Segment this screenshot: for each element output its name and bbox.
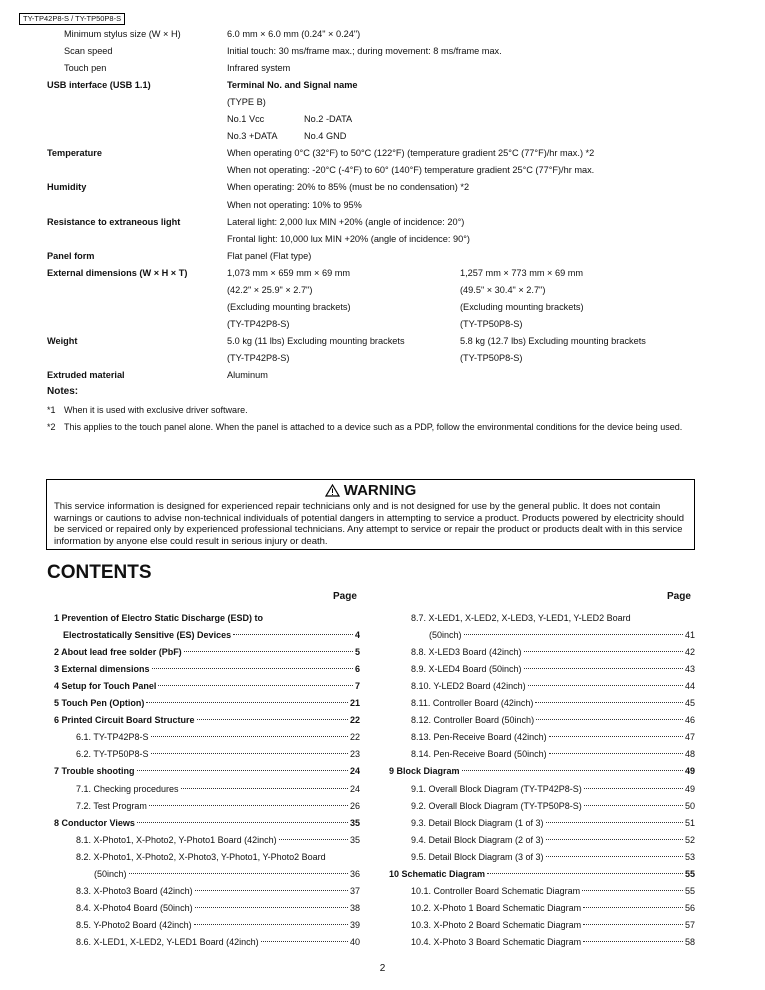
toc-entry-page: 23 <box>349 749 360 759</box>
page-column-header-right: Page <box>667 591 691 602</box>
toc-entry-title: 6.2. TY-TP50P8-S <box>76 749 149 759</box>
toc-dot-leader <box>462 770 683 771</box>
toc-entry-page: 38 <box>349 903 360 913</box>
toc-entry <box>411 936 695 948</box>
toc-entry <box>411 800 695 812</box>
spec-value: Frontal light: 10,000 lux MIN +20% (angle of incidence: 90°) <box>227 234 470 244</box>
toc-entry-title: 8.6. X-LED1, X-LED2, Y-LED1 Board (42inch) <box>76 937 259 947</box>
toc-dot-leader <box>535 702 683 703</box>
toc-entry-page: 7 <box>354 681 360 691</box>
toc-entry-title: 8.1. X-Photo1, X-Photo2, Y-Photo1 Board (42inch) <box>76 835 277 845</box>
toc-dot-leader <box>195 890 348 891</box>
toc-entry-page: 53 <box>684 852 695 862</box>
spec-label: Scan speed <box>64 46 113 56</box>
toc-entry-page: 55 <box>684 869 695 879</box>
toc-dot-leader <box>233 634 353 635</box>
toc-entry-page: 51 <box>684 818 695 828</box>
toc-entry-title: (50inch) <box>429 630 462 640</box>
spec-label: Resistance to extraneous light <box>47 217 181 227</box>
spec-value: Aluminum <box>227 370 268 380</box>
toc-dot-leader <box>546 839 683 840</box>
toc-entry <box>54 817 360 829</box>
toc-dot-leader <box>152 668 353 669</box>
spec-value: Initial touch: 30 ms/frame max.; during movement: 8 ms/frame max. <box>227 46 502 56</box>
toc-entry <box>389 868 695 880</box>
toc-dot-leader <box>524 668 683 669</box>
toc-entry-page: 40 <box>349 937 360 947</box>
toc-entry-title: 10.1. Controller Board Schematic Diagram <box>411 886 581 896</box>
toc-entry <box>411 902 695 914</box>
warning-box <box>46 479 695 550</box>
spec-label: USB interface (USB 1.1) <box>47 80 151 90</box>
toc-entry-page: 39 <box>349 920 360 930</box>
toc-entry <box>411 748 695 760</box>
spec-value: 5.0 kg (11 lbs) Excluding mounting brackets <box>227 336 405 346</box>
model-tag: TY-TP42P8-S / TY-TP50P8-S <box>19 13 125 25</box>
toc-entry-title: 6.1. TY-TP42P8-S <box>76 732 149 742</box>
toc-entry-title: 10.2. X-Photo 1 Board Schematic Diagram <box>411 903 582 913</box>
toc-entry-page: 24 <box>349 784 360 794</box>
toc-dot-leader <box>137 770 348 771</box>
toc-entry-title: 8.10. Y-LED2 Board (42inch) <box>411 681 526 691</box>
spec-value: 1,073 mm × 659 mm × 69 mm <box>227 268 351 278</box>
spec-value: When operating 0°C (32°F) to 50°C (122°F) (temperature gradient 25°C (77°F)/hr max.) *2 <box>227 148 595 158</box>
toc-entry <box>76 783 360 795</box>
toc-entry-title: Electrostatically Sensitive (ES) Devices <box>63 630 232 640</box>
toc-entry <box>411 731 695 743</box>
spec-label: Humidity <box>47 182 87 192</box>
note-marker: *2 <box>47 422 56 432</box>
spec-value-alt: 5.8 kg (12.7 lbs) Excluding mounting brackets <box>460 336 646 346</box>
toc-entry-page: 49 <box>684 766 695 776</box>
toc-entry-title: 9.2. Overall Block Diagram (TY-TP50P8-S) <box>411 801 582 811</box>
toc-entry-title: 9.4. Detail Block Diagram (2 of 3) <box>411 835 544 845</box>
toc-entry-title: 7.2. Test Program <box>76 801 147 811</box>
toc-entry-page: 5 <box>354 647 360 657</box>
toc-dot-leader <box>464 634 683 635</box>
spec-value: (42.2" × 25.9" × 2.7") <box>227 285 313 295</box>
toc-entry-title: 8.13. Pen-Receive Board (42inch) <box>411 732 547 742</box>
toc-entry <box>76 885 360 897</box>
spec-value: (Excluding mounting brackets) <box>227 302 351 312</box>
spec-label: Panel form <box>47 251 95 261</box>
toc-entry-page: 58 <box>684 937 695 947</box>
toc-dot-leader <box>546 822 683 823</box>
toc-dot-leader <box>583 924 683 925</box>
toc-entry <box>411 646 695 658</box>
toc-dot-leader <box>546 856 683 857</box>
toc-entry <box>76 800 360 812</box>
toc-entry <box>76 851 360 863</box>
toc-entry-page: 49 <box>684 784 695 794</box>
toc-dot-leader <box>146 702 348 703</box>
toc-entry-title: 10.4. X-Photo 3 Board Schematic Diagram <box>411 937 582 947</box>
toc-entry-page: 26 <box>349 801 360 811</box>
toc-entry-page: 48 <box>684 749 695 759</box>
note-text: This applies to the touch panel alone. When the panel is attached to a device such as a PDP, follow the environmental conditions for the device being used. <box>64 422 683 432</box>
toc-entry <box>411 834 695 846</box>
toc-dot-leader <box>194 924 348 925</box>
toc-entry-page: 35 <box>349 818 360 828</box>
toc-entry <box>411 885 695 897</box>
toc-entry-title: 1 Prevention of Electro Static Discharge (ESD) to <box>54 613 264 623</box>
toc-entry <box>411 851 695 863</box>
spec-value-alt: (TY-TP50P8-S) <box>460 319 523 329</box>
toc-entry-title: 8.4. X-Photo4 Board (50inch) <box>76 903 193 913</box>
toc-dot-leader <box>528 685 683 686</box>
toc-entry-page: 41 <box>684 630 695 640</box>
toc-entry-title: 9 Block Diagram <box>389 766 460 776</box>
toc-dot-leader <box>487 873 683 874</box>
toc-entry-title: 5 Touch Pen (Option) <box>54 698 145 708</box>
toc-dot-leader <box>129 873 348 874</box>
toc-dot-leader <box>583 941 683 942</box>
toc-dot-leader <box>549 736 683 737</box>
toc-entry-page: 46 <box>684 715 695 725</box>
toc-entry <box>54 663 360 675</box>
toc-entry-title: 9.1. Overall Block Diagram (TY-TP42P8-S) <box>411 784 582 794</box>
toc-entry <box>411 783 695 795</box>
toc-dot-leader <box>184 651 353 652</box>
toc-entry-page: 42 <box>684 647 695 657</box>
spec-value: When operating: 20% to 85% (must be no condensation) *2 <box>227 182 470 192</box>
toc-entry-page: 52 <box>684 835 695 845</box>
spec-value: (TY-TP42P8-S) <box>227 319 290 329</box>
toc-dot-leader <box>158 685 353 686</box>
toc-entry <box>76 902 360 914</box>
toc-entry-title: 10 Schematic Diagram <box>389 869 486 879</box>
toc-entry-title: 3 External dimensions <box>54 664 150 674</box>
toc-dot-leader <box>151 753 348 754</box>
toc-dot-leader <box>149 805 348 806</box>
spec-value-alt: (49.5" × 30.4" × 2.7") <box>460 285 546 295</box>
toc-entry-page: 57 <box>684 920 695 930</box>
spec-value: (TYPE B) <box>227 97 266 107</box>
toc-dot-leader <box>549 753 683 754</box>
toc-entry-page: 56 <box>684 903 695 913</box>
warning-title: WARNING <box>343 482 417 499</box>
toc-entry <box>76 936 360 948</box>
toc-entry-title: 8 Conductor Views <box>54 818 135 828</box>
spec-value: Lateral light: 2,000 lux MIN +20% (angle of incidence: 20°) <box>227 217 465 227</box>
toc-entry-page: 24 <box>349 766 360 776</box>
toc-entry <box>411 817 695 829</box>
notes-title: Notes: <box>47 386 79 397</box>
spec-value: (TY-TP42P8-S) <box>227 353 290 363</box>
toc-entry-page: 21 <box>349 698 360 708</box>
toc-entry <box>76 834 360 846</box>
toc-dot-leader <box>195 907 348 908</box>
toc-entry-page: 22 <box>349 732 360 742</box>
toc-entry-title: 8.3. X-Photo3 Board (42inch) <box>76 886 193 896</box>
toc-entry-page: 47 <box>684 732 695 742</box>
toc-entry-title: 8.8. X-LED3 Board (42inch) <box>411 647 522 657</box>
page-number: 2 <box>379 963 386 974</box>
warning-text: This service information is designed for experienced repair technicians only and is not designed for use by the general public. It does not contain warnings or cautions to advise non-technical individuals of potential dangers in attempting to service a product. Products powered by electricity should be serviced or repaired only by experienced professional technicians. Any attempt to service or repair the product or products dealt with in this service information by anyone else could result in serious injury or death. <box>54 501 684 547</box>
toc-entry <box>411 697 695 709</box>
toc-entry <box>411 663 695 675</box>
toc-dot-leader <box>151 736 348 737</box>
toc-entry-page: 6 <box>354 664 360 674</box>
toc-entry-title: 8.2. X-Photo1, X-Photo2, X-Photo3, Y-Photo1, Y-Photo2 Board <box>76 852 326 862</box>
toc-dot-leader <box>279 839 348 840</box>
note-text: When it is used with exclusive driver software. <box>64 405 248 415</box>
toc-entry <box>54 680 360 692</box>
toc-entry <box>54 646 360 658</box>
toc-entry <box>76 919 360 931</box>
spec-label: Weight <box>47 336 78 346</box>
warning-heading <box>47 482 694 500</box>
toc-entry-page: 50 <box>684 801 695 811</box>
spec-value: Infrared system <box>227 63 291 73</box>
spec-value: Terminal No. and Signal name <box>227 80 358 90</box>
toc-entry <box>54 765 360 777</box>
toc-entry-title: 2 About lead free solder (PbF) <box>54 647 182 657</box>
page-column-header-left: Page <box>333 591 357 602</box>
toc-entry-title: 10.3. X-Photo 2 Board Schematic Diagram <box>411 920 582 930</box>
toc-entry-title: 8.11. Controller Board (42inch) <box>411 698 534 708</box>
toc-dot-leader <box>584 788 683 789</box>
note-marker: *1 <box>47 405 56 415</box>
toc-entry-title: 8.9. X-LED4 Board (50inch) <box>411 664 522 674</box>
spec-value-alt: 1,257 mm × 773 mm × 69 mm <box>460 268 584 278</box>
toc-entry-title: 7 Trouble shooting <box>54 766 135 776</box>
spec-label: External dimensions (W × H × T) <box>47 268 188 278</box>
toc-entry <box>411 714 695 726</box>
toc-dot-leader <box>584 805 683 806</box>
toc-dot-leader <box>536 719 683 720</box>
spec-value-alt: (Excluding mounting brackets) <box>460 302 584 312</box>
toc-entry-title: 8.14. Pen-Receive Board (50inch) <box>411 749 547 759</box>
toc-entry <box>389 765 695 777</box>
spec-value: When not operating: -20°C (-4°F) to 60° (140°F) temperature gradient 25°C (77°F)/hr max. <box>227 165 595 175</box>
toc-entry-page: 55 <box>684 886 695 896</box>
toc-entry-page: 35 <box>349 835 360 845</box>
toc-entry-page: 36 <box>349 869 360 879</box>
spec-label: Extruded material <box>47 370 125 380</box>
toc-entry <box>54 612 360 624</box>
toc-entry-page: 44 <box>684 681 695 691</box>
toc-dot-leader <box>582 890 683 891</box>
spec-label: Touch pen <box>64 63 107 73</box>
toc-entry <box>54 697 360 709</box>
toc-entry-title: 9.3. Detail Block Diagram (1 of 3) <box>411 818 544 828</box>
toc-entry-title: (50inch) <box>94 869 127 879</box>
spec-value: No.4 GND <box>304 131 347 141</box>
toc-entry-title: 8.12. Controller Board (50inch) <box>411 715 535 725</box>
spec-label: Minimum stylus size (W × H) <box>64 29 181 39</box>
toc-entry <box>54 714 360 726</box>
toc-entry <box>411 919 695 931</box>
toc-entry-page: 4 <box>354 630 360 640</box>
toc-dot-leader <box>197 719 348 720</box>
toc-dot-leader <box>583 907 683 908</box>
toc-dot-leader <box>524 651 683 652</box>
contents-title: CONTENTS <box>47 562 152 583</box>
toc-entry <box>63 629 360 641</box>
toc-entry-title: 8.5. Y-Photo2 Board (42inch) <box>76 920 192 930</box>
toc-dot-leader <box>181 788 348 789</box>
toc-entry <box>411 612 695 624</box>
spec-value: When not operating: 10% to 95% <box>227 200 362 210</box>
spec-value: 6.0 mm × 6.0 mm (0.24" × 0.24") <box>227 29 361 39</box>
spec-label: Temperature <box>47 148 102 158</box>
toc-entry-title: 4 Setup for Touch Panel <box>54 681 157 691</box>
toc-dot-leader <box>137 822 348 823</box>
spec-value: No.2 -DATA <box>304 114 353 124</box>
toc-entry-title: 9.5. Detail Block Diagram (3 of 3) <box>411 852 544 862</box>
toc-dot-leader <box>261 941 348 942</box>
toc-entry-title: 7.1. Checking procedures <box>76 784 179 794</box>
toc-entry <box>429 629 695 641</box>
toc-entry <box>76 748 360 760</box>
toc-entry <box>94 868 360 880</box>
spec-value-alt: (TY-TP50P8-S) <box>460 353 523 363</box>
toc-entry-page: 45 <box>684 698 695 708</box>
toc-entry-page: 22 <box>349 715 360 725</box>
toc-entry-page: 43 <box>684 664 695 674</box>
toc-entry-title: 8.7. X-LED1, X-LED2, X-LED3, Y-LED1, Y-LED2 Board <box>411 613 631 623</box>
spec-value: No.1 Vcc <box>227 114 265 124</box>
warning-triangle-icon <box>325 484 340 497</box>
spec-value: No.3 +DATA <box>227 131 278 141</box>
spec-value: Flat panel (Flat type) <box>227 251 312 261</box>
toc-entry <box>411 680 695 692</box>
toc-entry <box>76 731 360 743</box>
toc-entry-title: 6 Printed Circuit Board Structure <box>54 715 195 725</box>
toc-entry-page: 37 <box>349 886 360 896</box>
